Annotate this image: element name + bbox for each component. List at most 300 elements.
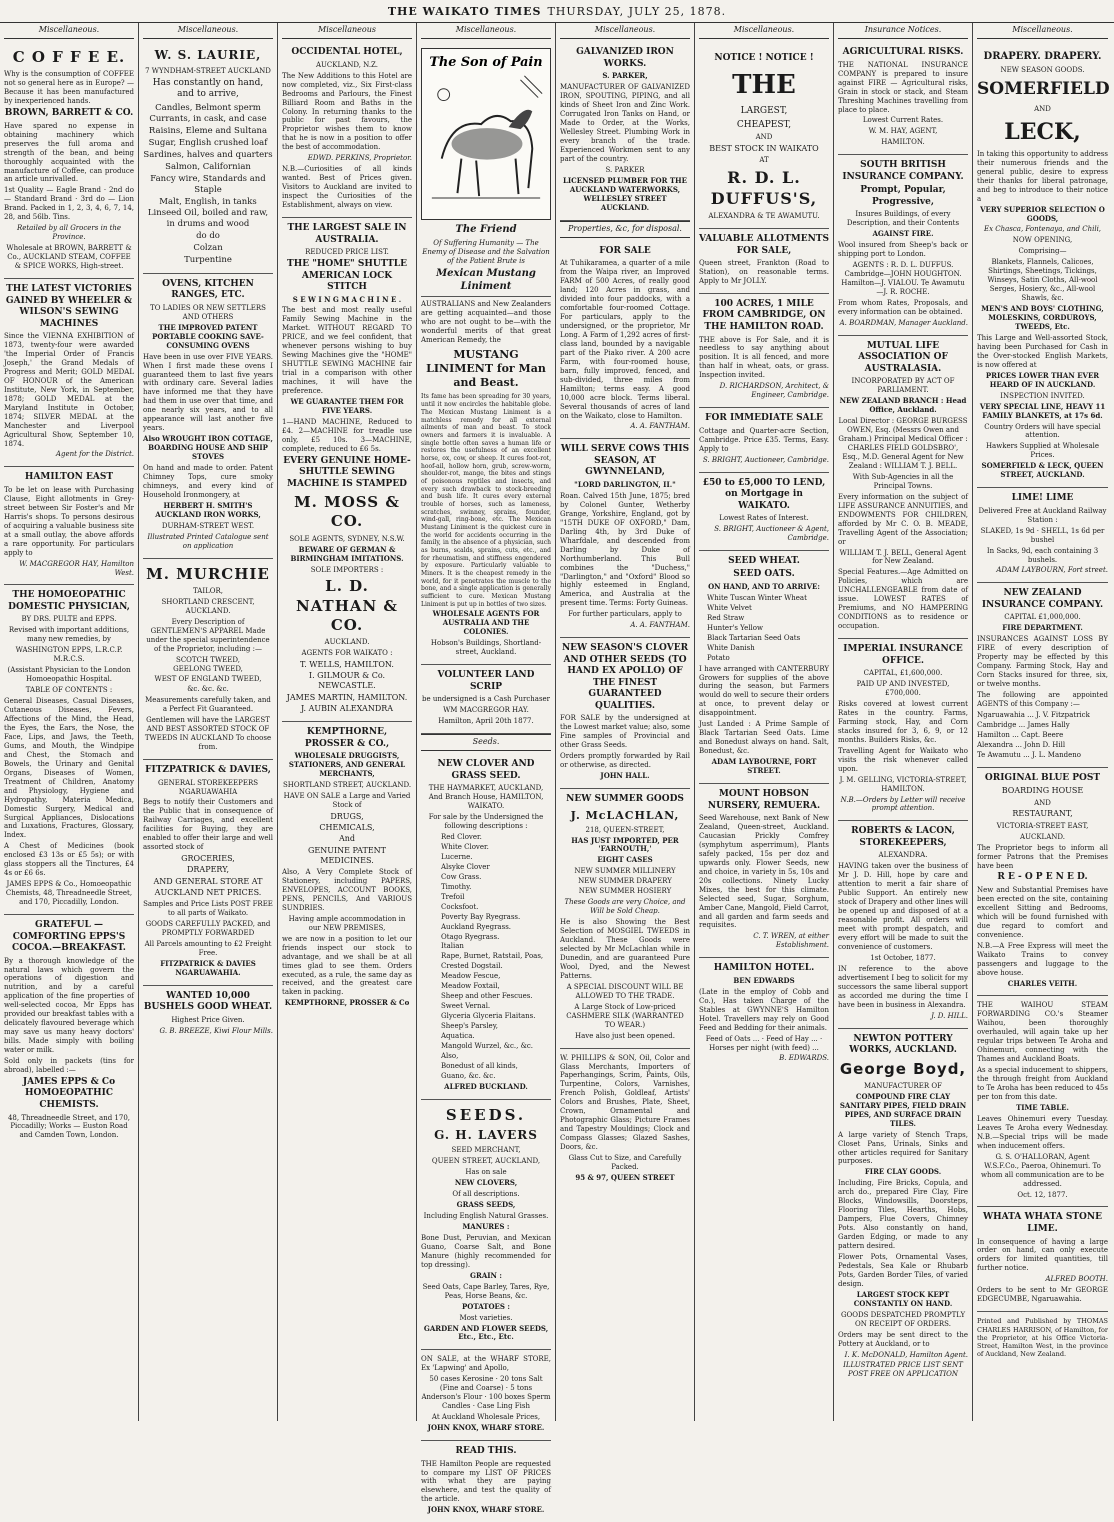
ad-text: THE WAIHOU STEAM FORWARDING CO.'s Steamer Waihou, been thoroughly overhauled, will again take up her regular trips between Te Aroha and Ohinemuri, connecting with the Thames and Auckland Boats. xyxy=(977,1001,1108,1064)
ad-signature: G. S. O'HALLORAN, Agent W.S.F.Co., Paeroa, Ohinemuri. To whom all communication are to be addressed. xyxy=(981,1152,1104,1188)
list-item: Candles, Belmont sperm xyxy=(155,102,261,113)
list-item: Red Clover. xyxy=(441,832,482,841)
ad-subtitle: AGENTS FOR WAIKATO : xyxy=(301,648,393,657)
list-item: Glyceria Glyceria Flaitans. xyxy=(441,1012,536,1021)
ad-text: Including, Fire Bricks, Copula, and arch do., prepared Fire Clay, Fire Blocks, Windowsills, Doorsteps, Flooring Tiles, Hearths, Hobs, Dampers, Flue Covers, Chimney Pots. Also constantly on hand, Garden Edging, or made to any pattern desired. xyxy=(838,1179,968,1251)
advertiser-name: M. MURCHIE xyxy=(146,564,270,583)
ad-title: READ THIS. xyxy=(455,1446,517,1457)
list-item: I. GILMOUR & Co. NEWCASTLE. xyxy=(308,671,386,691)
advertiser-address: 7 WYNDHAM-STREET AUCKLAND xyxy=(145,66,271,75)
ad-signature: ADAM LAYBOURNE, FORT STREET. xyxy=(711,757,817,776)
ad-text: Begs to notify their Customers and the Public that in consequence of Railway Carriages, and excellent facilities for Buying, they are enabled to offer their large and well assorted stock of xyxy=(143,798,273,852)
price-list: SLAKED, 1s 9d · SHELL, 1s 6d per bushel xyxy=(980,526,1105,544)
ad-subtitle: TO LADIES OR NEW SETTLERS AND OTHERS xyxy=(150,303,266,321)
column-header: Miscellaneous. xyxy=(560,23,690,39)
agents-list: AGENTS : R. D. L. DUFFUS. Cambridge—JOHN HOUGHTON. Hamilton—J. VIALOU. Te Awamutu—J. R. ROCHE. xyxy=(841,261,965,297)
ad-signature: W. M. HAY, AGENT, xyxy=(868,127,938,136)
list-item: Potato xyxy=(707,653,730,662)
list-item: White Clover. xyxy=(441,842,489,851)
cambridge-acres-ad xyxy=(699,294,829,408)
ad-title: FOR IMMEDIATE SALE xyxy=(705,413,823,424)
ad-text: With Sub-Agencies in all the Principal Towns. xyxy=(852,472,954,490)
phillips-ad xyxy=(560,1049,690,1190)
somerfield-leck-ad xyxy=(977,42,1108,488)
goods-list xyxy=(143,854,273,898)
wheat-wanted-ad xyxy=(143,986,273,1043)
list-item: Mangold Wurzel, &c., &c. xyxy=(441,1042,533,1050)
ad-signature: JOHN KNOX, WHARF STORE. xyxy=(427,1505,545,1515)
farm-for-sale-ad xyxy=(560,241,690,440)
ad-signature: ALFRED BUCKLAND. xyxy=(444,1081,528,1091)
ad-text: Samples and Price Lists POST FREE to all parts of Waikato. xyxy=(143,900,273,918)
ad-text: AUSTRALIANS and New Zealanders are getting acquainted—and those who are not ought to be—with the wonderful merits of that great American Remedy, the xyxy=(421,300,551,345)
column-header: Miscellaneous xyxy=(282,23,412,39)
ad-text: A large variety of Stench Traps, Closet Pans, Urinals, Sinks and other articles required for Sanitary purposes. xyxy=(838,1130,968,1166)
ad-signature: D. RICHARDSON, Architect, & Engineer, Cambridge. xyxy=(719,382,829,400)
ad-title: SOUTH BRITISH INSURANCE COMPANY. xyxy=(842,160,964,182)
buckland-seeds-ad xyxy=(421,754,551,1100)
list-item: Sheep's Parsley, xyxy=(441,1022,498,1031)
advertiser-address: THE HAYMARKET, AUCKLAND, And Branch House, HAMILTON, WAIKATO. xyxy=(428,784,544,811)
south-british-ad xyxy=(838,155,968,336)
ad-text: Just Landed : A Prime Sample of Black Tartarian Seed Oats. Lime and Bonedust always on hand. Salt, Bonedust, &c. xyxy=(699,720,829,756)
advertiser-address: 218, QUEEN-STREET, xyxy=(585,825,665,834)
ad-text: Has on sale xyxy=(465,1168,507,1177)
list-item: JAMES MARTIN, HAMILTON. xyxy=(286,692,408,702)
coffee-ad xyxy=(4,42,134,279)
horse-illustration-icon xyxy=(422,49,550,219)
ad-text: Including English Natural Grasses. xyxy=(423,1212,549,1221)
ad-author: WASHINGTON EPPS, L.R.C.P. M.R.C.S. xyxy=(15,646,123,664)
seed-list xyxy=(421,833,551,1081)
galvanized-iron-ad xyxy=(560,42,690,220)
list-item: Turpentine xyxy=(184,254,232,265)
ad-subtitle: RESTAURANT, xyxy=(1012,809,1073,819)
ad-signature: W. MACGREGOR HAY, Hamilton West. xyxy=(19,559,134,577)
ad-title: LIME! LIME xyxy=(1011,493,1074,504)
ad-title: C O F F E E. xyxy=(12,48,126,67)
column-header: Miscellaneous. xyxy=(699,23,829,39)
ad-text: Queen street, Frankton (Road to Station), on reasonable terms. Apply to Mr JOLLY. xyxy=(699,259,829,286)
list-item: NEW SUMMER HOSIERY xyxy=(578,887,672,896)
ad-date: 1st October, 1877. xyxy=(870,953,936,962)
ad-text: THE NATIONAL INSURANCE COMPANY is prepared to insure against FIRE — Agricultural risks, Grain in stock or stack, and Steam Threshing Machines travelling from place to place. xyxy=(838,60,968,114)
list-item: And xyxy=(338,834,356,844)
list-item: &c. &c. &c. xyxy=(187,685,229,694)
ad-text: For sale by the Undersigned the following descriptions : xyxy=(428,813,544,831)
ad-title: Mexican Mustang Liniment xyxy=(436,267,536,292)
ad-title: NEW CLOVER AND GRASS SEED. xyxy=(437,759,535,781)
advertiser-address: 95 & 97, QUEEN STREET xyxy=(575,1172,675,1182)
ad-title: EVERY GENUINE HOME-SHUTTLE SEWING MACHINE IS STAMPED xyxy=(283,455,411,489)
list-item: Red Straw xyxy=(707,613,745,622)
ad-note: Illustrated Printed Catalogue sent on application xyxy=(147,532,269,550)
agents-list xyxy=(282,660,412,714)
column-8 xyxy=(973,23,1112,1421)
ad-title: MUTUAL LIFE ASSOCIATION OF AUSTRALASIA. xyxy=(858,340,948,374)
ad-text: Highest Price Given. xyxy=(171,1015,245,1024)
ad-title: SEEDS. xyxy=(445,1105,527,1124)
advertiser-name: OCCIDENTAL HOTEL, xyxy=(291,47,403,58)
advertiser-address: SHORTLAND CRESCENT, AUCKLAND. xyxy=(161,597,255,615)
ad-date: Oct. 12, 1877. xyxy=(1017,1190,1068,1199)
list-item: Colzan xyxy=(193,243,223,254)
ad-text: Travelling Agent for Waikato who visits the risk whenever called upon. xyxy=(838,746,968,773)
list-item: Cambridge ... James Hally xyxy=(977,720,1070,729)
ad-subtitle: AGAINST FIRE. xyxy=(872,229,934,239)
ad-text: Comprising— xyxy=(1018,247,1067,256)
ad-text: Seed Warehouse, next Bank of New Zealand, Queen-street, Auckland. Caucasian Prickly Comfrey (symphytum asperrimum), Plants safely packed, 15s per doz and upwards only. Flower Seeds, new and choice, in variety in 5s, 10s and 20s collections. Ninety Lucky Mixes, the best for this climate. Selected seed, Sugar, Sorghum, Amber Cane, Mangold, Field Carrot, and all garden and farm seeds and requisites. xyxy=(699,814,829,930)
ad-text: 50 cases Kerosine · 20 tons Salt (Fine and Coarse) · 5 tons Anderson's Flour · 100 boxes Sperm Candles · Case Ling Fish xyxy=(421,1375,551,1411)
ad-subtitle: Prompt, Popular, Progressive, xyxy=(860,185,946,207)
ad-text: THE Hamilton People are requested to compare my LIST OF PRICES with what they are paying elsewhere, and test the quality of the article. xyxy=(421,1459,551,1504)
ad-text: The New Additions to this Hotel are now completed, viz., Six First-class Bedrooms and Parlours, the Finest Billiard Room and Baths in the Colony. In returning thanks to the public for past favours, the Proprietor wishes them to know that he is now in a position to offer the best of accommodation. xyxy=(282,71,412,152)
list-item: Otago Ryegrass. xyxy=(441,932,500,941)
ad-subtitle: SOLE IMPORTERS : xyxy=(310,565,384,574)
ad-text: Revised with important additions, many new remedies, by xyxy=(8,626,130,644)
ad-signature: J. D. HILL. xyxy=(931,1011,968,1020)
ad-title: NEW SEASON'S CLOVER AND OTHER SEEDS (TO HAND EX APOLLO) OF THE FINEST GUARANTEED QUALITIES. xyxy=(561,643,689,711)
ad-text: Glass Cut to Size, and Carefully Packed. xyxy=(568,1154,682,1171)
ad-title: £50 to £5,000 TO LEND, on Mortgage in WAIKATO. xyxy=(702,477,826,511)
list-item: Timothy. xyxy=(441,882,472,891)
list-item: Black Tartarian Seed Oats xyxy=(707,633,801,642)
ad-subtitle: POTATOES : xyxy=(462,1301,510,1311)
list-item: Also, xyxy=(441,1051,459,1060)
advertiser-address: AUCKLAND. xyxy=(324,638,370,647)
advertiser-name: S. PARKER, xyxy=(602,71,648,81)
advertiser-address: Hobson's Buildings, Shortland-street, Auckland. xyxy=(430,639,542,657)
ad-subtitle: GENERAL STOREKEEPERS NGARUAWAHIA xyxy=(157,778,259,796)
epps-cocoa-ad xyxy=(4,915,134,1147)
ad-text: All Parcels amounting to £2 Freight Free. xyxy=(144,939,272,957)
ad-text: By a thorough knowledge of the natural laws which govern the operations of digestion and nutrition, and by a careful application of the fine properties of well-selected cocoa, Mr Epps has provided our breakfast tables with a delicately flavoured beverage which may save us many heavy doctors' bills. Made simply with boiling water or milk. xyxy=(4,956,134,1055)
list-item: Poverty Bay Ryegrass. xyxy=(441,912,521,921)
ad-text: AND xyxy=(1034,104,1051,113)
ad-subtitle: MANUFACTURER OF xyxy=(864,1081,942,1090)
ad-signature: S. BRIGHT, Auctioneer & Agent, Cambridge. xyxy=(714,525,829,542)
list-item: GENUINE PATENT MEDICINES. xyxy=(307,845,386,865)
ad-title: WILL SERVE COWS THIS SEASON, AT GWYNNELAND, xyxy=(560,444,690,478)
ad-title: SEED OATS. xyxy=(733,569,795,580)
ad-text: At Auckland Wholesale Prices, xyxy=(431,1413,541,1422)
ad-subtitle: INSPECTION INVITED. xyxy=(1000,391,1085,400)
ad-date: Hamilton, April 20th 1877. xyxy=(438,717,534,725)
ad-title: ON SALE, at the WHARF STORE, Ex 'Lapwing' and Apollo, xyxy=(421,1355,551,1373)
ad-text: Delivered Free at Auckland Railway Station : xyxy=(978,506,1107,524)
ad-title: THE LARGEST SALE IN AUSTRALIA. xyxy=(287,223,407,245)
advertiser-address: SHORTLAND STREET, AUCKLAND. xyxy=(282,781,412,789)
ad-text: Gentlemen will have the LARGEST AND BEST ASSORTED STOCK OF TWEEDS IN AUCKLAND To choose from. xyxy=(144,716,272,752)
ad-text: In consequence of having a large order on hand, can only execute orders for limited quantities, till further notice. xyxy=(977,1237,1108,1273)
list-item: Italian xyxy=(441,942,464,951)
ad-subtitle: FIRE CLAY GOODS. xyxy=(864,1167,942,1177)
advertiser-name: G. H. LAVERS xyxy=(434,1127,538,1142)
agents-list xyxy=(977,711,1108,760)
ad-text: Since the VIENNA EXHIBITION of 1873, twenty-four were awarded 'the Imperial Order of Francis Joseph,' the Grand Medals of Progress and Merit; GOLD MEDAL OF HONOUR of the American Institute, New York, in September, 1878; GOLD MEDAL at the Maryland Institute in October, 1874; SILVER MEDAL at the Manchester and Liverpool Agricultural Show, September 10, 1874. xyxy=(4,332,134,448)
column-header: Miscellaneous. xyxy=(143,23,273,39)
ad-title: OVENS, KITCHEN RANGES, ETC. xyxy=(162,278,254,301)
ad-title: The Friend xyxy=(455,224,517,236)
ad-text: Also, A Very Complete Stock of Stationery, including PAPERS, ENVELOPES, ACCOUNT BOOKS, PENS, PENCILS, And VARIOUS SUNDRIES. xyxy=(282,868,412,912)
ovens-ad xyxy=(143,274,273,559)
ad-subtitle: GARDEN AND FLOWER SEEDS, Etc., Etc., Etc. xyxy=(423,1323,549,1342)
ad-text: BEST STOCK IN WAIKATO xyxy=(709,144,819,153)
list-item: Hamilton ... Capt. Beere xyxy=(977,730,1064,739)
hamilton-east-ad xyxy=(4,467,134,585)
ad-text: New and Substantial Premises have been erected on the site, containing excellent Sitting and Bedrooms, which will be found furnished with due regard to comfort and convenience. xyxy=(977,885,1108,939)
ad-text: IN reference to the above advertisement I beg to solicit for my successors the same liberal support as accorded me during the time I have been in business in Alexandra. xyxy=(838,964,968,1009)
list-item: Cocksfoot. xyxy=(441,902,479,911)
ad-text: Orders to be sent to Mr GEORGE EDGECUMBE, Ngaruawahia. xyxy=(977,1286,1108,1304)
list-item: WEST OF ENGLAND TWEED, xyxy=(154,675,262,684)
list-item: NEW SUMMER DRAPERY xyxy=(578,877,672,886)
section-header: Properties, &c, for disposal. xyxy=(560,221,690,238)
ad-subtitle: Of Suffering Humanity — The Enemy of Disease and the Salvation of the Patient Brute is xyxy=(422,239,550,265)
advertiser-address: VICTORIA-STREET EAST, xyxy=(996,821,1089,830)
ad-text: This Large and Well-assorted Stock, having been Purchased for Cash in the Over-stocked English Markets, is now offered at xyxy=(977,333,1108,369)
list-item: Sweet Vernal. xyxy=(441,1002,491,1011)
list-item: Fancy wire, Standards and Staple xyxy=(150,173,266,195)
ad-signature: ADAM LAYBOURN, Fort street. xyxy=(996,566,1108,575)
ad-title: VALUABLE ALLOTMENTS FOR SALE, xyxy=(699,234,830,256)
list-item: Alsyke Clover xyxy=(441,862,490,871)
ad-text: HAVING taken over the business of Mr J. D. Hill, hope by care and attention to merit a fair share of Public Support. An entirely new stock of Drapery and other lines will be opened up and disposed of at a reasonable profit. All orders will meet with prompt despatch, and every effort will be made to suit the convenience of customers. xyxy=(838,862,968,951)
summer-goods-ad xyxy=(560,789,690,1049)
column-1 xyxy=(0,23,139,1421)
price-list: Feed of Oats ... · Feed of Hay ... · Horses per night (with feed) ... xyxy=(705,1034,823,1052)
ad-text: FOR SALE by the undersigned at the Lowest market value; also, some Fine samples of Provincial and other Grass Seeds. xyxy=(560,714,690,750)
ad-subtitle: LARGEST STOCK KEPT CONSTANTLY ON HAND. xyxy=(853,1289,953,1308)
list-item: Rape, Burnet, Ratstail, Poas, xyxy=(441,952,544,961)
list-item: Hunter's Yellow xyxy=(707,623,764,632)
ad-subtitle: NEW CLOVERS, xyxy=(454,1178,518,1188)
ad-text: (Late in the employ of Cobb and Co.), Has taken Charge of the Stables at GWYNNE'S Hamilton Hotel. Travellers may rely on Good Feed and Bedding for their animals. xyxy=(699,987,829,1032)
ad-signature: A. A. FANTHAM. xyxy=(630,621,690,630)
list-item: Sheep and other Fescues. xyxy=(441,992,533,1001)
laurie-ad xyxy=(143,42,273,274)
ad-title: THE xyxy=(732,69,796,100)
ad-title: IMPERIAL INSURANCE OFFICE. xyxy=(843,644,963,666)
ad-text: In Sacks, 9d, each containing 3 bushels. xyxy=(986,546,1099,564)
ad-subtitle: BY DRS. PULTE and EPPS. xyxy=(21,615,117,624)
list-item: DRAPERY, xyxy=(186,865,229,875)
cloth-list xyxy=(143,656,273,695)
kempthorne-ad xyxy=(282,722,412,1015)
mustang-liniment-ad xyxy=(421,42,551,665)
ad-text: INSURANCES AGAINST LOSS BY FIRE of every description of Property may be effected by this Company. Farming Stock, Hay and Corn Stacks insured for three, six, or twelve months. xyxy=(977,635,1108,689)
advertiser-name: L. D. NATHAN & CO. xyxy=(296,577,398,634)
list-item: J. AUBIN ALEXANDRA xyxy=(300,703,394,713)
ad-text: Ex Chasca, Fontenaya, and Chili, xyxy=(983,225,1102,234)
ad-subtitle: GRASS SEEDS, xyxy=(456,1200,516,1210)
fitzpatrick-ad xyxy=(143,760,273,986)
ad-text: At Tuhikaramea, a quarter of a mile from the Waipa river, an Improved FARM of 500 Acres, of really good land; 120 Acres in grass, and divided into four paddocks, with a comfortable four-roomed Cottage. For particulars, apply to the undersigned, or the proprietor, Mr Long. A Farm of 1,292 acres of first-class land, bounded by a navigable part of the Piako river. A 200 acre Farm, with four-roomed house, barn, fully improved, fenced, and sub-divided, three miles from Hamilton; terms easy. A good 10,000 acre block. Terms liberal. Several thousands of acres of land on the Waikato, close to Hamilton. xyxy=(560,259,690,420)
ad-text: W. PHILLIPS & SON, Oil, Color and Glass Merchants, Importers of Paperhangings, Scrim, Paints, Oils, Turpentine, Colors, Varnishes, French Polish, Goldleaf, Artists' Colors and Brushes, Plate, Sheet, Crown, Ornamental and Photographic Glass; Picture Frames and Tapestry Mouldings; Clock and Compass Glasses; Glazed Sashes, Doors, &c. xyxy=(560,1053,690,1152)
advertiser-name: HERBERT H. SMITH'S AUCKLAND IRON WORKS, xyxy=(155,500,261,519)
advertiser-name: BEN EDWARDS xyxy=(733,975,795,985)
ad-text: The best and most really useful Family Sewing Machine in the Market. WITHOUT REGARD TO PRICE, and we feel confident, that whenever persons wishing to buy Sewing Machines give the "HOME" SHUTTLE SEWING MACHINE fair trial in a comparison with other machines, it will have the preference. xyxy=(282,306,412,396)
issue-date: THURSDAY, JULY 25, 1878. xyxy=(547,4,727,18)
ad-text: Have spared no expense in obtaining machinery which preserves the full aroma and strength of the bean, and being thoroughly acquainted with the manufacture of Coffee, can produce an article unrivalled. xyxy=(4,121,134,184)
list-item: White Danish xyxy=(707,643,755,652)
ad-title: THE LATEST VICTORIES GAINED BY WHEELER & WILSON'S SEWING MACHINES xyxy=(5,284,133,329)
ad-subtitle: TABLE OF CONTENTS : xyxy=(25,686,113,695)
list-item: Sardines, halves and quarters xyxy=(143,150,273,161)
list-item: Bonedust of all kinds, xyxy=(441,1061,518,1070)
ad-text: be undersigned is a Cash Purchaser xyxy=(421,695,551,704)
ad-subtitle: MEN'S AND BOYS' CLOTHING, MOLESKINS, CORDUROYS, TWEEDS, Etc. xyxy=(981,304,1104,331)
ad-subtitle: CAPITAL, £1,600,000. xyxy=(863,669,943,678)
advertiser-address: AUCKLAND, N.Z. xyxy=(315,60,379,69)
list-item: White Velvet xyxy=(707,603,752,612)
ad-signature: J. M. GELLING, VICTORIA-STREET, HAMILTON. xyxy=(839,775,967,793)
ad-text: Every information on the subject of LIFE ASSURANCE ANNUITIES, and ENDOWMENTS FOR CHILDREN, afforded by Mr C. O. B. MEADE, Travelling Agent of the Association; or xyxy=(838,492,968,546)
list-item: Sugar, English crushed loaf xyxy=(148,138,268,149)
mutual-life-ad xyxy=(838,336,968,639)
ad-title: NEW SUMMER GOODS xyxy=(566,793,684,804)
advertiser-address: HAMILTON. xyxy=(881,138,925,147)
ad-text: Wool insured from Sheep's back or shipping port to London. xyxy=(838,241,968,259)
ad-subtitle: HAS JUST IMPORTED, PER 'FARNOUTH,' xyxy=(571,835,679,854)
ad-text: To be let on lease with Purchasing Clause, Eight allotments in Grey-street between Sir Foster's and Mr Harris's shops. To persons desirous of acquiring a valuable business site at a small outlay, the above affords a rare opportunity. For particulars apply to xyxy=(4,485,134,557)
ad-text: Risks covered at lowest current Rates in the country. Farms, Farming stock, Hay, and Corn stacks insured for 3, 6, 9, or 12 months. Builders Risks, &c. xyxy=(838,700,968,744)
advertiser-name: JAMES EPPS & Co HOMOEOPATHIC CHEMISTS. xyxy=(22,1076,116,1110)
ad-title: R E - O P E N E D. xyxy=(997,872,1088,883)
ad-signature: A. A. FANTHAM. xyxy=(630,422,690,431)
advertiser-address: ALEXANDRA & TE AWAMUTU. xyxy=(708,212,820,221)
list-item: GROCERIES, xyxy=(181,854,235,864)
ad-subtitle: NEW SEASON GOODS. xyxy=(1000,66,1085,75)
list-item: AUCKLAND NET PRICES. xyxy=(154,887,262,897)
ad-subtitle: WHOLESALE DRUGGISTS, STATIONERS, AND GENERAL MERCHANTS, xyxy=(288,751,406,779)
ad-title: NOTICE ! NOTICE ! xyxy=(714,53,814,64)
waihou-steam-ad xyxy=(977,996,1108,1207)
list-item: Te Awamutu ... J. L. Mandeno xyxy=(977,750,1081,759)
lime-ad xyxy=(977,488,1108,583)
clover-seeds-ad xyxy=(560,638,690,789)
nz-insurance-ad xyxy=(977,583,1108,767)
ad-text: In taking this opportunity to address their numerous friends and the general public, desire to express their thanks for liberal patronage, and beg to introduce to their notice a xyxy=(977,149,1108,203)
advertiser-name: BROWN, BARRETT & CO. xyxy=(4,108,134,119)
advertiser-name: W. S. LAURIE, xyxy=(154,48,262,63)
ad-title: ROBERTS & LACON, STOREKEEPERS, xyxy=(851,826,955,848)
advertiser-address: ALEXANDRA. xyxy=(878,851,928,860)
ad-text: GOODS DESPATCHED PROMPTLY ON RECEIPT OF ORDERS. xyxy=(840,1310,966,1328)
list-item: Linseed Oil, boiled and raw, in drums and wood xyxy=(147,208,269,230)
ad-text: Cottage and Quarter-acre Section, Cambridge. Price £35. Terms, Easy. Apply to xyxy=(699,426,829,453)
ad-text: we are now in a position to let our friends inspect our stock to advantage, and we shall be at all times glad to see them. Orders executed, as a rule, the same day as received, and the greatest care taken in packing. xyxy=(282,934,412,997)
ad-subtitle: NEW ZEALAND BRANCH : Head Office, Auckland. xyxy=(839,396,967,415)
ad-title: MOUNT HOBSON NURSERY, REMUERA. xyxy=(707,789,821,811)
wharf-store-ad xyxy=(421,1350,551,1441)
allotments-ad xyxy=(699,229,829,294)
ad-subtitle: TIME TABLE. xyxy=(1016,1102,1069,1112)
ad-subtitle: THE IMPROVED PATENT PORTABLE COOKING SAVE-CONSUMING OVENS xyxy=(152,322,264,350)
list-item: Auckland Ryegrass. xyxy=(441,922,512,931)
ad-signature: I. K. McDONALD, Hamilton Agent. xyxy=(844,1350,968,1359)
ad-note: These Goods are very Choice, and Will be Sold Cheap. xyxy=(564,898,686,916)
list-item: Ngaruawahia ... J. V. Fitzpatrick xyxy=(977,711,1090,719)
ad-text: I have arranged with CANTERBURY Growers for supplies of the above during the season, but Farmers would do well to secure their orders at once, to prevent delay or disappointment. xyxy=(699,664,829,718)
ad-text: GOODS CAREFULLY PACKED, and PROMPTLY FORWARDED xyxy=(145,920,271,937)
ad-title: FOR SALE xyxy=(599,245,651,256)
ad-subtitle: TAILOR, xyxy=(193,586,223,595)
list-item: Salmon, Californian xyxy=(165,161,251,172)
masthead xyxy=(0,0,1114,23)
goods-list xyxy=(560,867,690,896)
ad-title: WANTED 10,000 BUSHELS GOOD WHEAT. xyxy=(143,990,273,1013)
duffus-ad xyxy=(699,42,829,229)
ad-text: Bone Dust, Peruvian, and Mexican Guano, Coarse Salt, and Bone Manure (highly recommended for top dressing). xyxy=(421,1233,551,1269)
advertiser-name: J. McLACHLAN, xyxy=(570,808,680,822)
ad-text: THE above is For Sale, and it is needless to say anything about position. It is all fenced, and more than half in wheat, oats, or grass. Inspection invited. xyxy=(699,335,829,380)
ad-text: CHEAPEST, xyxy=(736,119,792,130)
advertiser-address: SOLE AGENTS, SYDNEY, N.S.W. xyxy=(289,534,405,543)
advertiser-address: 48, Threadneedle Street, and 170, Piccadilly; Works — Euston Road and Camden Town, London. xyxy=(7,1113,131,1140)
list-item: Alexandra ... John D. Hill xyxy=(977,740,1066,749)
ad-text: Roan. Calved 15th June, 1875; bred by Colonel Gunter, Wetherby Grange, Yorkshire, England, got by "15TH DUKE OF OXFORD," Dam, Darling 4th, by 3rd Duke of Wharfdale, and descended from Darling by Duke of Northumberland. This Bull combines the "Duchess," "Darlington," and "Oxford" Blood so highly esteemed in England, America, and Australia at the present time. Terms: Forty Guineas. xyxy=(560,491,690,608)
column-2 xyxy=(139,23,278,1421)
advertiser-name: R. D. L. DUFFUS'S, xyxy=(710,168,818,208)
column-header: Miscellaneous. xyxy=(4,23,134,39)
ad-subtitle: MANURES : xyxy=(462,1221,510,1231)
ad-text: Lowest Current Rates. xyxy=(862,116,944,125)
ad-signature: JOHN HALL. xyxy=(600,771,650,781)
ad-title: WHATA WHATA STONE LIME. xyxy=(983,1212,1102,1234)
list-item: AND GENERAL STORE AT xyxy=(153,876,263,886)
ad-note: ILLUSTRATED PRICE LIST SENT POST FREE ON APPLICATION xyxy=(843,1361,963,1379)
ad-subtitle: WE GUARANTEE THEM FOR FIVE YEARS. xyxy=(290,397,404,415)
list-item: Raisins, Eleme and Sultana xyxy=(148,126,268,137)
ad-signature: FITZPATRICK & DAVIES NGARUAWAHIA. xyxy=(160,958,256,977)
ad-text: The Proprietor begs to inform all former Patrons that the Premises have been xyxy=(977,843,1108,870)
goods-list xyxy=(143,103,273,266)
ad-subtitle: FIRE DEPARTMENT. xyxy=(1002,623,1083,633)
ad-signature: KEMPTHORNE, PROSSER & Co xyxy=(284,998,410,1008)
ad-text: Flower Pots, Ornamental Vases, Pedestals, Sea Kale or Rhubarb Pots, Garden Border Tiles, of varied design. xyxy=(838,1253,968,1288)
ad-text: Measurements carefully taken, and a Perfect Fit Guaranteed. xyxy=(145,696,271,714)
ad-subtitle: BEWARE OF GERMAN & BIRMINGHAM IMITATIONS. xyxy=(290,544,404,563)
column-5 xyxy=(556,23,695,1421)
ad-title: GALVANIZED IRON WORKS. xyxy=(576,47,674,69)
list-item: do do xyxy=(196,231,220,242)
imperial-insurance-ad xyxy=(838,639,968,821)
column-3 xyxy=(278,23,417,1421)
list-item: Lucerne. xyxy=(441,852,473,861)
column-4 xyxy=(417,23,556,1515)
advertiser-address: AUCKLAND. xyxy=(1020,832,1065,841)
column-header: Insurance Notices. xyxy=(838,23,968,39)
wheeler-wilson-ad xyxy=(4,279,134,467)
mustang-illustration xyxy=(421,48,551,220)
ad-signature: C. T. WREN, at either Establishment. xyxy=(753,932,829,950)
ad-title: THE HOMOEOPATHIC DOMESTIC PHYSICIAN, xyxy=(8,590,130,612)
ad-signature: G. B. BREEZE, Kiwi Flour Mills. xyxy=(159,1026,273,1035)
ad-text: 1st Quality — Eagle Brand · 2nd do — Standard Brand · 3rd do — Lion Brand. Packed in 1, 2, 3, 4, 6, 7, 14, 28, and 56lb. Tins. xyxy=(4,186,134,222)
ad-text: A Large Stock of Low-priced CASHMERE SILK (WARRANTED TO WEAR.) xyxy=(566,1002,684,1029)
ad-subtitle: SEED MERCHANT, xyxy=(451,1146,521,1155)
ad-signature: JOHN KNOX, WHARF STORE. xyxy=(427,1423,545,1433)
ad-text: A SPECIAL DISCOUNT WILL BE ALLOWED TO THE TRADE. xyxy=(566,982,684,1000)
ad-text: Every Description of GENTLEMEN'S APPAREL Made under the special superintendence of the Proprietor, including :— xyxy=(146,617,270,653)
list-item: Meadow Fescue, xyxy=(441,972,501,981)
column-header: Miscellaneous. xyxy=(977,23,1108,39)
ad-subtitle: BOARDING HOUSE xyxy=(1001,786,1084,796)
list-item: T. WELLS, HAMILTON. xyxy=(300,659,394,669)
ad-text: AND xyxy=(1034,798,1051,807)
list-item: Malt, English, in tanks xyxy=(159,196,257,207)
